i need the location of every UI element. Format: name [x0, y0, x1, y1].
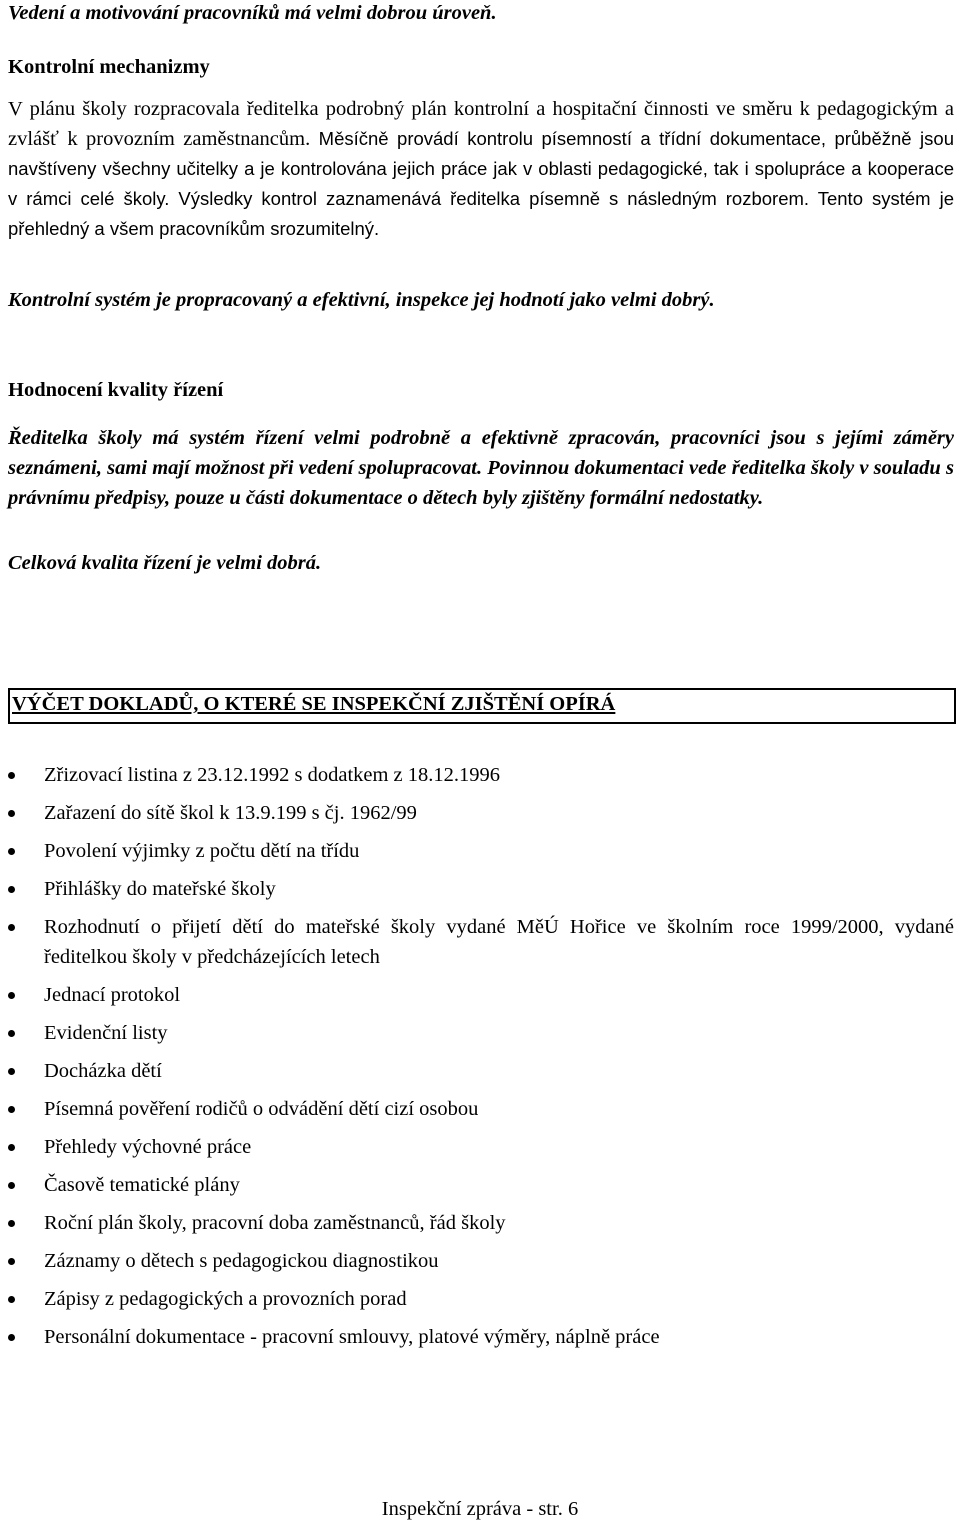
quality-conclusion: Celková kvalita řízení je velmi dobrá.	[8, 552, 322, 574]
list-item: Písemná pověření rodičů o odvádění dětí cizí osobou	[8, 1094, 954, 1124]
list-item: Jednací protokol	[8, 980, 954, 1010]
list-item: Časově tematické plány	[8, 1170, 954, 1200]
bullet-icon	[8, 924, 15, 931]
quality-heading: Hodnocení kvality řízení	[8, 379, 224, 401]
bullet-icon	[8, 1182, 15, 1189]
list-item: Zápisy z pedagogických a provozních porad	[8, 1284, 954, 1314]
bullet-icon	[8, 1220, 15, 1227]
list-item: Roční plán školy, pracovní doba zaměstnanců, řád školy	[8, 1208, 954, 1238]
bullet-icon	[8, 886, 15, 893]
bullet-icon	[8, 1144, 15, 1151]
bullet-icon	[8, 1258, 15, 1265]
bullet-icon	[8, 992, 15, 999]
bullet-icon	[8, 1030, 15, 1037]
documents-heading-box	[8, 688, 956, 724]
quality-paragraph: Ředitelka školy má systém řízení velmi podrobně a efektivně zpracován, pracovníci jsou s jejími záměry seznámeni, sami mají možnost při vedení spolupracovat. Povinnou dokumentaci vede ředitelka školy v souladu s právnímu předpisy, pouze u části dokumentace o dětech byly zjištěny formální nedostatky.	[8, 427, 954, 509]
control-paragraph-part1: V plánu školy rozpracovala ředitelka podrobný plán kontrolní a hospitační činnosti ve směru k pedagogickým a zvlášť k provozním zaměstnancům.	[8, 98, 954, 150]
bullet-icon	[8, 848, 15, 855]
control-paragraph	[8, 94, 954, 244]
list-item: Přehledy výchovné práce	[8, 1132, 954, 1162]
documents-list	[8, 760, 954, 1352]
list-item: Zřizovací listina z 23.12.1992 s dodatkem z 18.12.1996	[8, 760, 954, 790]
bullet-icon	[8, 1106, 15, 1113]
control-conclusion: Kontrolní systém je propracovaný a efektivní, inspekce jej hodnotí jako velmi dobrý.	[8, 289, 715, 311]
bullet-icon	[8, 810, 15, 817]
control-paragraph-part2: Měsíčně provádí kontrolu písemností a třídní dokumentace, průběžně jsou navštíveny všechny učitelky a je kontrolována jejich práce jak v oblasti pedagogické, tak i spolupráce a kooperace v rámci celé školy. Výsledky kontrol zaznamenává ředitelka písemně s následným rozborem. Tento systém je přehledný a všem pracovníkům srozumitelný.	[8, 128, 954, 239]
control-heading: Kontrolní mechanizmy	[8, 56, 210, 78]
list-item: Rozhodnutí o přijetí dětí do mateřské školy vydané MěÚ Hořice ve školním roce 1999/2000, vydané ředitelkou školy v předcházejících letech	[8, 912, 954, 972]
list-item: Záznamy o dětech s pedagogickou diagnostikou	[8, 1246, 954, 1276]
list-item: Zařazení do sítě škol k 13.9.199 s čj. 1962/99	[8, 798, 954, 828]
page-footer: Inspekční zpráva - str. 6	[381, 1498, 579, 1520]
list-item: Evidenční listy	[8, 1018, 954, 1048]
list-item: Povolení výjimky z počtu dětí na třídu	[8, 836, 954, 866]
list-item: Přihlášky do mateřské školy	[8, 874, 954, 904]
bullet-icon	[8, 772, 15, 779]
documents-heading: VÝČET DOKLADŮ, O KTERÉ SE INSPEKČNÍ ZJIŠTĚNÍ OPÍRÁ	[12, 693, 616, 715]
list-item: Personální dokumentace - pracovní smlouvy, platové výměry, náplně práce	[8, 1322, 954, 1352]
bullet-icon	[8, 1334, 15, 1341]
bullet-icon	[8, 1068, 15, 1075]
list-item: Docházka dětí	[8, 1056, 954, 1086]
bullet-icon	[8, 1296, 15, 1303]
intro-conclusion: Vedení a motivování pracovníků má velmi dobrou úroveň.	[8, 2, 497, 24]
